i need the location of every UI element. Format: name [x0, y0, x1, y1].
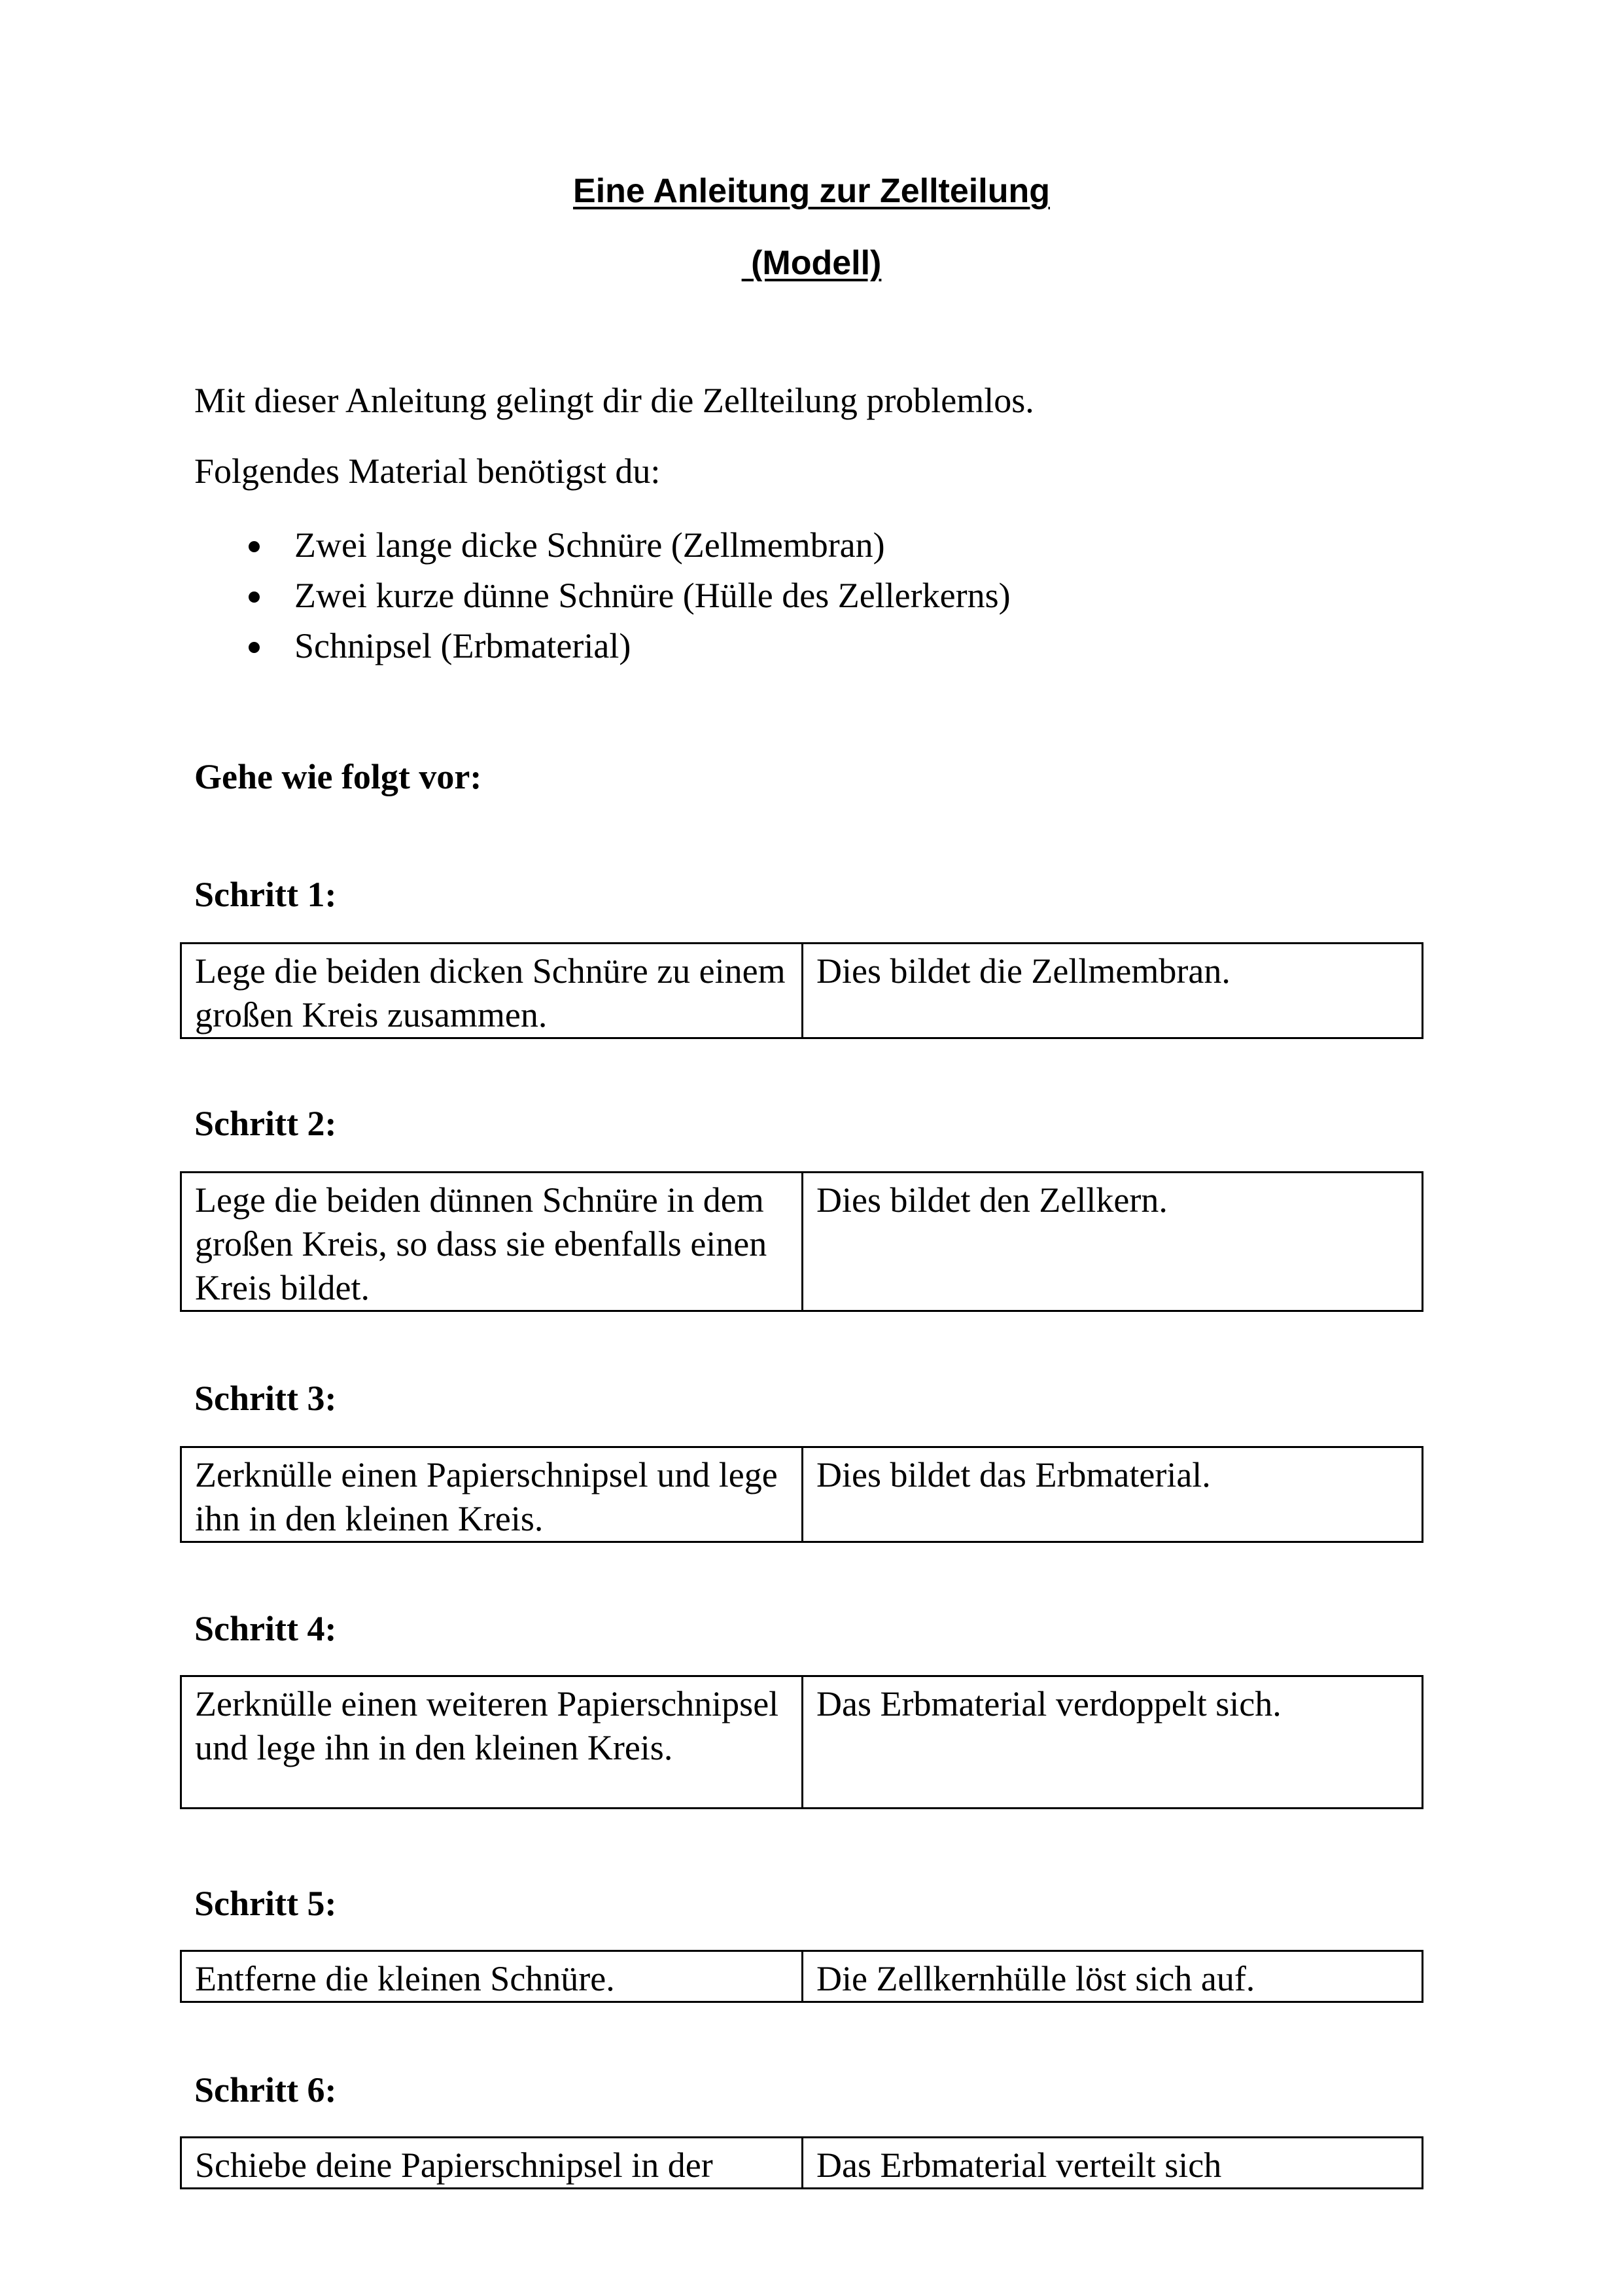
step-table-1 — [180, 942, 1423, 1039]
step-table-5 — [180, 1950, 1423, 2003]
bullet-icon — [249, 592, 260, 603]
step-result-cell: Dies bildet den Zellkern. — [803, 1173, 1423, 1311]
table-row — [181, 1173, 1423, 1311]
step-result-cell: Die Zellkernhülle löst sich auf. — [803, 1951, 1423, 2002]
materials-intro: Folgendes Material benötigst du: — [194, 451, 661, 491]
materials-list-item — [194, 520, 1011, 571]
materials-list — [194, 520, 1011, 671]
material-text: Zwei lange dicke Schnüre (Zellmembran) — [294, 525, 885, 565]
step-action-cell: Lege die beiden dünnen Schnüre in dem großen Kreis, so dass sie ebenfalls einen Kreis bildet. — [181, 1173, 803, 1311]
table-row — [181, 1676, 1423, 1809]
step-result-cell: Das Erbmaterial verteilt sich — [803, 2138, 1423, 2189]
step-action-cell: Entferne die kleinen Schnüre. — [181, 1951, 803, 2002]
bullet-icon — [249, 541, 260, 552]
step-table-2 — [180, 1171, 1423, 1312]
step-heading-2: Schritt 2: — [194, 1104, 337, 1143]
document-title: Eine Anleitung zur Zellteilung — [573, 172, 1050, 210]
step-table-6 — [180, 2136, 1423, 2189]
materials-list-item — [194, 571, 1011, 621]
step-result-cell: Dies bildet das Erbmaterial. — [803, 1447, 1423, 1542]
step-heading-1: Schritt 1: — [194, 875, 337, 914]
step-heading-6: Schritt 6: — [194, 2070, 337, 2110]
step-action-cell: Zerknülle einen weiteren Papierschnipsel und lege ihn in den kleinen Kreis. — [181, 1676, 803, 1809]
step-result-cell: Dies bildet die Zellmembran. — [803, 944, 1423, 1038]
step-heading-3: Schritt 3: — [194, 1379, 337, 1418]
step-action-cell: Lege die beiden dicken Schnüre zu einem großen Kreis zusammen. — [181, 944, 803, 1038]
document-subtitle: (Modell) — [741, 244, 882, 282]
step-heading-4: Schritt 4: — [194, 1609, 337, 1648]
step-result-cell: Das Erbmaterial verdoppelt sich. — [803, 1676, 1423, 1809]
step-action-cell: Zerknülle einen Papierschnipsel und lege ihn in den kleinen Kreis. — [181, 1447, 803, 1542]
material-text: Zwei kurze dünne Schnüre (Hülle des Zellerkerns) — [294, 576, 1011, 615]
step-action-cell: Schiebe deine Papierschnipsel in der — [181, 2138, 803, 2189]
step-table-3 — [180, 1446, 1423, 1543]
materials-list-item — [194, 621, 1011, 671]
table-row — [181, 1447, 1423, 1542]
step-table-4 — [180, 1675, 1423, 1809]
material-text: Schnipsel (Erbmaterial) — [294, 626, 631, 665]
bullet-icon — [249, 642, 260, 653]
instructions-heading: Gehe wie folgt vor: — [194, 757, 482, 796]
table-row — [181, 2138, 1423, 2189]
table-row — [181, 944, 1423, 1038]
step-heading-5: Schritt 5: — [194, 1884, 337, 1923]
table-row — [181, 1951, 1423, 2002]
intro-paragraph: Mit dieser Anleitung gelingt dir die Zellteilung problemlos. — [194, 381, 1034, 420]
